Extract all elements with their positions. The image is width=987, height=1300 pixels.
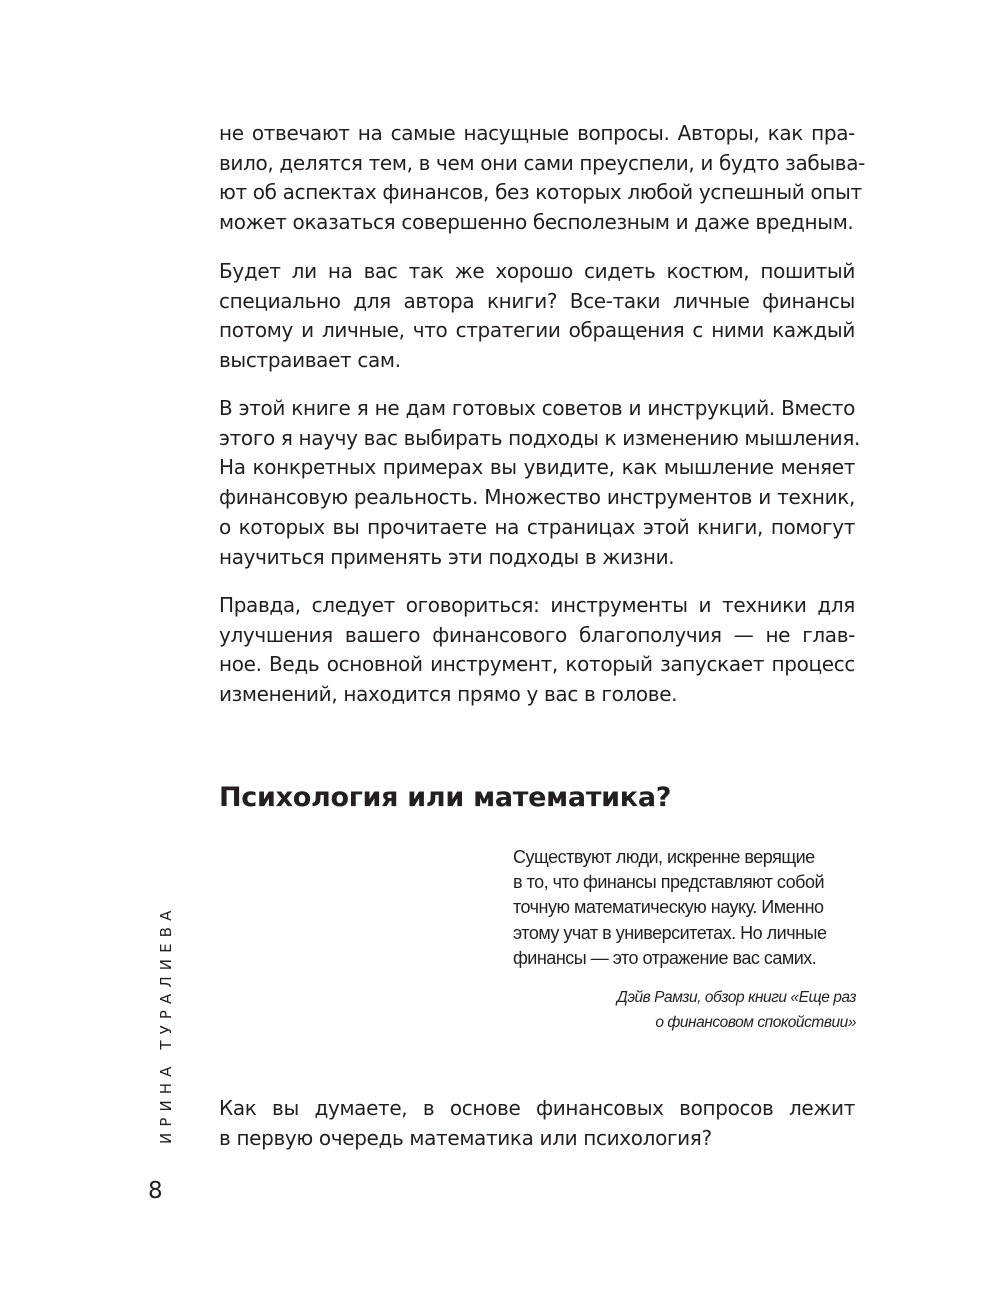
text-line: финансовую реальность. Множество инструментов и техник, [219,485,855,510]
text-line: Как вы думаете, в основе финансовых вопросов лежит [219,1096,855,1120]
text-line: не отвечают на самые насущные вопросы. Авторы, как пра- [219,121,855,145]
running-author-name: ИРИНА ТУРАЛИЕВА [157,904,175,1144]
text-line: изменений, находится прямо у вас в голове. [219,682,678,707]
text-line: вило, делятся тем, в чем они сами преуспели, и будто забыва- [219,150,865,175]
epigraph-attribution [513,985,856,1035]
text-line: На конкретных примерах вы увидите, как мышление меняет [219,455,855,480]
text-line: специально для автора книги? Все-таки личные финансы [219,288,855,313]
quote-line: финансы — это отражение вас самих. [513,947,817,968]
paragraph-4 [219,591,855,710]
attribution-line: о финансовом спокойствии» [655,1014,856,1031]
text-line: выстраивает сам. [219,348,401,373]
text-line: Будет ли на вас так же хорошо сидеть костюм, пошитый [219,259,855,283]
paragraph-3 [219,394,861,572]
paragraph-1 [219,119,865,238]
quote-line: в то, что финансы представляют собой [513,872,825,893]
text-line: потому и личные, что стратегии обращения с ними каждый [219,318,855,343]
quote-line: Существуют люди, искренне верящие [513,847,815,867]
text-line: Правда, следует оговориться: инструменты и техники для [219,593,855,617]
text-line: этого я научу вас выбирать подходы к изменению мышления. [219,425,861,450]
paragraph-5 [219,1094,855,1153]
page-number: 8 [148,1178,163,1204]
text-line: ное. Ведь основной инструмент, который запускает процесс [219,652,855,677]
text-line: улучшения вашего финансового благополучия — не глав- [219,622,855,647]
paragraph-2 [219,257,855,376]
text-line: о которых вы прочитаете на страницах этой книги, помогут [219,514,855,539]
text-line: ют об аспектах финансов, без которых любой успешный опыт [219,180,862,205]
text-line: научиться применять эти подходы в жизни. [219,544,675,569]
section-heading: Психология или математика? [219,782,672,813]
attribution-line: Дэйв Рамзи, обзор книги «Еще раз [616,989,856,1006]
text-line: может оказаться совершенно бесполезным и даже вредным. [219,210,854,235]
quote-line: этому учат в университетах. Но личные [513,922,827,943]
text-line: В этой книге я не дам готовых советов и инструкций. Вместо [219,396,855,420]
text-line: в первую очередь математика или психология? [219,1125,712,1150]
quote-line: точную математическую науку. Именно [513,897,824,918]
epigraph-quote [513,845,856,971]
